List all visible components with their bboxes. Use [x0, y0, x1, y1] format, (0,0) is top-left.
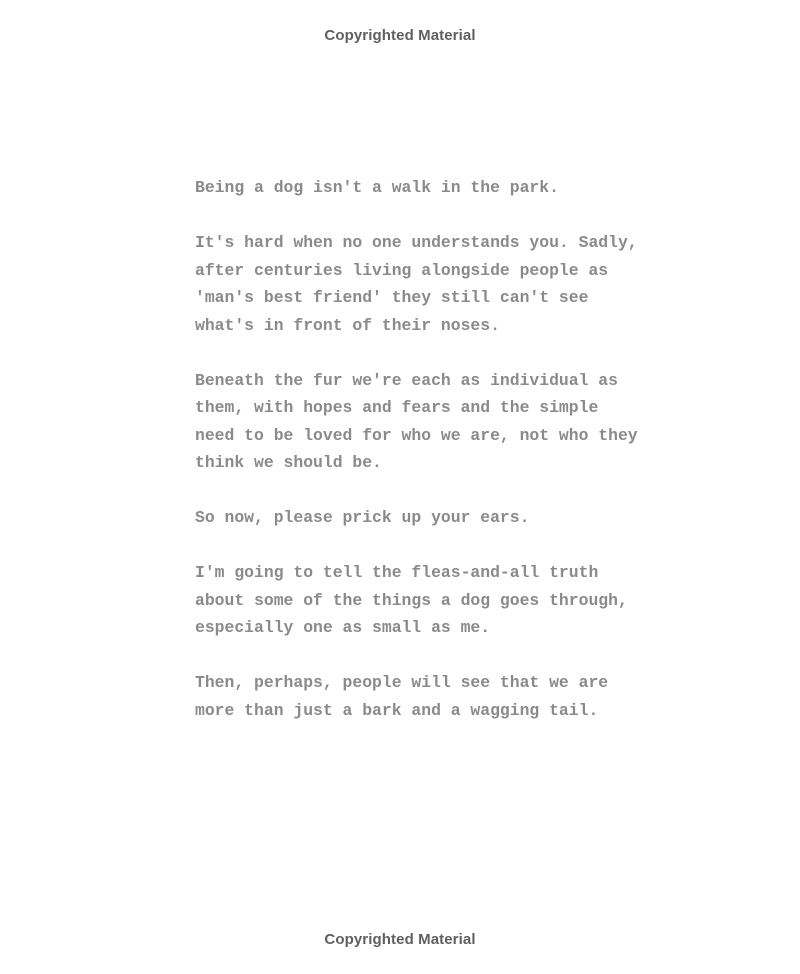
text-line: especially one as small as me.	[195, 618, 491, 637]
text-line: what's in front of their noses.	[195, 315, 500, 335]
paragraph	[195, 504, 675, 532]
text-line: It's hard when no one understands you. Sadly,	[195, 233, 638, 252]
text-line: Then, perhaps, people will see that we are	[195, 673, 609, 692]
paragraph	[195, 559, 675, 642]
paragraph	[195, 669, 675, 724]
paragraph	[195, 367, 675, 477]
copyright-watermark-bottom: Copyrighted Material	[324, 931, 476, 948]
text-line: about some of the things a dog goes through,	[195, 590, 628, 610]
paragraph	[195, 174, 675, 202]
text-line: So now, please prick up your ears.	[195, 508, 530, 527]
text-line: them, with hopes and fears and the simple	[195, 398, 599, 417]
text-line: Being a dog isn't a walk in the park.	[195, 178, 559, 197]
text-line: think we should be.	[195, 453, 382, 472]
text-line: 'man's best friend' they still can't see	[195, 288, 589, 307]
text-line: more than just a bark and a wagging tail.	[195, 700, 599, 720]
text-line: I'm going to tell the fleas-and-all truth	[195, 563, 599, 582]
text-line: need to be loved for who we are, not who they	[195, 425, 638, 445]
paragraph	[195, 229, 675, 339]
text-line: after centuries living alongside people as	[195, 260, 609, 280]
page-body	[195, 174, 675, 752]
copyright-watermark-top: Copyrighted Material	[324, 27, 476, 44]
text-line: Beneath the fur we're each as individual as	[195, 370, 618, 390]
